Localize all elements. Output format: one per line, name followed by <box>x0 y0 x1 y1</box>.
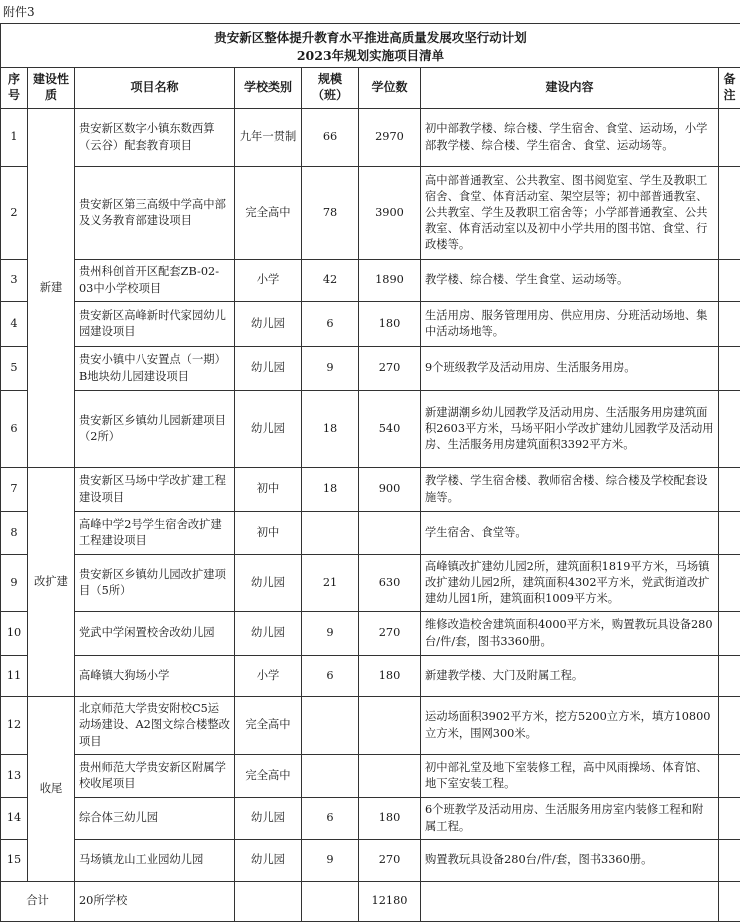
cell-content: 高中部普通教室、公共教室、图书阅览室、学生及教职工宿舍、食堂、体育活动室、架空层等；初中部普通教室、公共教室、学生及教职工宿舍等；小学部普通教室、公共教室、体育活动室以及初中小学共用的图书馆、食堂、行政楼等。 <box>421 167 719 260</box>
cell-seq: 7 <box>1 468 28 512</box>
cell-seq: 3 <box>1 260 28 302</box>
cell-name: 党武中学闲置校舍改幼儿园 <box>75 612 235 656</box>
cell-content: 教学楼、学生宿舍楼、教师宿舍楼、综合楼及学校配套设施等。 <box>421 468 719 512</box>
cell-type: 小学 <box>235 260 302 302</box>
cell-type: 完全高中 <box>235 755 302 798</box>
cell-content: 运动场面积3902平方米，挖方5200立方米，填方10800立方米，围网300米。 <box>421 697 719 755</box>
cell-seq: 12 <box>1 697 28 755</box>
group-new: 新建 <box>28 109 75 468</box>
cell-name: 贵安新区马场中学改扩建工程建设项目 <box>75 468 235 512</box>
cell-type: 幼儿园 <box>235 391 302 468</box>
project-table <box>0 23 740 922</box>
cell-name: 贵安新区数字小镇东数西算（云谷）配套教育项目 <box>75 109 235 167</box>
cell-type: 幼儿园 <box>235 840 302 882</box>
cell-content: 初中部礼堂及地下室装修工程，高中风雨操场、体育馆、地下室安装工程。 <box>421 755 719 798</box>
cell-remark <box>719 555 740 612</box>
cell-seq: 6 <box>1 391 28 468</box>
cell-name: 贵安新区高峰新时代家园幼儿园建设项目 <box>75 302 235 347</box>
cell-scale: 66 <box>302 109 359 167</box>
table-row <box>1 555 740 612</box>
cell-scale: 6 <box>302 302 359 347</box>
cell-scale: 6 <box>302 656 359 697</box>
cell-name: 高峰镇大狗场小学 <box>75 656 235 697</box>
cell-seats: 270 <box>359 347 421 391</box>
table-row <box>1 798 740 840</box>
cell-scale: 6 <box>302 798 359 840</box>
cell-content: 购置教玩具设备280台/件/套，图书3360册。 <box>421 840 719 882</box>
cell-seats: 180 <box>359 656 421 697</box>
cell-scale: 9 <box>302 347 359 391</box>
group-finish: 收尾 <box>28 697 75 882</box>
cell-content: 9个班级教学及活动用房、生活服务用房。 <box>421 347 719 391</box>
cell-remark <box>719 612 740 656</box>
cell-remark <box>719 697 740 755</box>
table-row <box>1 109 740 167</box>
cell-type: 完全高中 <box>235 167 302 260</box>
cell-type: 幼儿园 <box>235 798 302 840</box>
cell-type: 完全高中 <box>235 697 302 755</box>
cell-scale: 42 <box>302 260 359 302</box>
header-seq: 序号 <box>1 68 28 109</box>
cell-seats: 630 <box>359 555 421 612</box>
cell-seats: 180 <box>359 302 421 347</box>
table-row <box>1 612 740 656</box>
cell-name: 贵安新区第三高级中学高中部及义务教育部建设项目 <box>75 167 235 260</box>
total-name: 20所学校 <box>75 882 235 922</box>
cell-content: 生活用房、服务管理用房、供应用房、分班活动场地、集中活动场地等。 <box>421 302 719 347</box>
cell-remark <box>719 391 740 468</box>
cell-content: 学生宿舍、食堂等。 <box>421 512 719 555</box>
cell-seats: 270 <box>359 840 421 882</box>
header-content: 建设内容 <box>421 68 719 109</box>
header-seats: 学位数 <box>359 68 421 109</box>
cell-scale: 9 <box>302 612 359 656</box>
table-row <box>1 697 740 755</box>
table-row <box>1 840 740 882</box>
cell-seats: 3900 <box>359 167 421 260</box>
cell-remark <box>719 260 740 302</box>
cell-content: 新建教学楼、大门及附属工程。 <box>421 656 719 697</box>
cell-type: 初中 <box>235 468 302 512</box>
table-row <box>1 755 740 798</box>
table-row <box>1 260 740 302</box>
cell-type: 幼儿园 <box>235 302 302 347</box>
cell-seats: 2970 <box>359 109 421 167</box>
cell-name: 贵安新区乡镇幼儿园改扩建项目（5所） <box>75 555 235 612</box>
cell-scale: 9 <box>302 840 359 882</box>
cell-name: 贵安小镇中八安置点（一期）B地块幼儿园建设项目 <box>75 347 235 391</box>
cell-seq: 8 <box>1 512 28 555</box>
total-seats: 12180 <box>359 882 421 922</box>
cell-remark <box>719 798 740 840</box>
cell-name: 贵州科创首开区配套ZB-02-03中小学校项目 <box>75 260 235 302</box>
cell-seq: 9 <box>1 555 28 612</box>
cell-scale: 18 <box>302 468 359 512</box>
total-label: 合计 <box>1 882 75 922</box>
table-row <box>1 656 740 697</box>
annex-label: 附件3 <box>3 3 35 20</box>
cell-seq: 4 <box>1 302 28 347</box>
cell-content: 高峰镇改扩建幼儿园2所，建筑面积1819平方米，马场镇改扩建幼儿园2所，建筑面积4302平方米，党武街道改扩建幼儿园1所，建筑面积1009平方米。 <box>421 555 719 612</box>
cell-seats: 270 <box>359 612 421 656</box>
cell-content: 教学楼、综合楼、学生食堂、运动场等。 <box>421 260 719 302</box>
title-line-1: 贵安新区整体提升教育水平推进高质量发展攻坚行动计划 <box>1 29 740 47</box>
table-row <box>1 468 740 512</box>
header-nature: 建设性质 <box>28 68 75 109</box>
cell-remark <box>719 468 740 512</box>
cell-name: 马场镇龙山工业园幼儿园 <box>75 840 235 882</box>
cell-content: 维修改造校舍建筑面积4000平方米，购置教玩具设备280台/件/套，图书3360册。 <box>421 612 719 656</box>
header-row <box>1 68 740 109</box>
cell-remark <box>719 167 740 260</box>
table-row <box>1 391 740 468</box>
cell-remark <box>719 755 740 798</box>
cell-content: 新建湖潮乡幼儿园教学及活动用房、生活服务用房建筑面积2603平方米，马场平阳小学改扩建幼儿园教学及活动用房、生活服务用房建筑面积3392平方米。 <box>421 391 719 468</box>
cell-type: 初中 <box>235 512 302 555</box>
cell-seats: 900 <box>359 468 421 512</box>
cell-name: 北京师范大学贵安附校C5运动场建设、A2图文综合楼整改项目 <box>75 697 235 755</box>
cell-remark <box>719 109 740 167</box>
cell-seats: 1890 <box>359 260 421 302</box>
table-row <box>1 512 740 555</box>
cell-remark <box>719 512 740 555</box>
cell-seq: 15 <box>1 840 28 882</box>
cell-name: 综合体三幼儿园 <box>75 798 235 840</box>
cell-seats: 180 <box>359 798 421 840</box>
cell-seats <box>359 512 421 555</box>
cell-scale: 21 <box>302 555 359 612</box>
cell-remark <box>719 656 740 697</box>
cell-seats: 540 <box>359 391 421 468</box>
cell-content: 6个班教学及活动用房、生活服务用房室内装修工程和附属工程。 <box>421 798 719 840</box>
cell-scale <box>302 512 359 555</box>
cell-scale: 78 <box>302 167 359 260</box>
header-school-type: 学校类别 <box>235 68 302 109</box>
cell-seq: 11 <box>1 656 28 697</box>
cell-seq: 1 <box>1 109 28 167</box>
cell-type: 幼儿园 <box>235 347 302 391</box>
group-expand: 改扩建 <box>28 468 75 697</box>
cell-scale: 18 <box>302 391 359 468</box>
cell-type: 幼儿园 <box>235 612 302 656</box>
cell-type: 幼儿园 <box>235 555 302 612</box>
cell-remark <box>719 840 740 882</box>
cell-content: 初中部教学楼、综合楼、学生宿舍、食堂、运动场，小学部教学楼、综合楼、学生宿舍、食堂、运动场等。 <box>421 109 719 167</box>
cell-name: 贵安新区乡镇幼儿园新建项目（2所） <box>75 391 235 468</box>
table-row <box>1 167 740 260</box>
cell-seats <box>359 755 421 798</box>
header-scale: 规模（班） <box>302 68 359 109</box>
cell-seq: 10 <box>1 612 28 656</box>
cell-type: 九年一贯制 <box>235 109 302 167</box>
table-row <box>1 302 740 347</box>
table-title <box>1 24 740 68</box>
title-line-2: 2023年规划实施项目清单 <box>1 47 740 65</box>
header-name: 项目名称 <box>75 68 235 109</box>
cell-remark <box>719 302 740 347</box>
table-row <box>1 347 740 391</box>
cell-seq: 13 <box>1 755 28 798</box>
cell-name: 贵州师范大学贵安新区附属学校收尾项目 <box>75 755 235 798</box>
cell-seq: 2 <box>1 167 28 260</box>
cell-seq: 5 <box>1 347 28 391</box>
cell-scale <box>302 755 359 798</box>
cell-type: 小学 <box>235 656 302 697</box>
cell-name: 高峰中学2号学生宿舍改扩建工程建设项目 <box>75 512 235 555</box>
cell-scale <box>302 697 359 755</box>
cell-remark <box>719 347 740 391</box>
cell-seats <box>359 697 421 755</box>
header-remark: 备注 <box>719 68 740 109</box>
cell-seq: 14 <box>1 798 28 840</box>
